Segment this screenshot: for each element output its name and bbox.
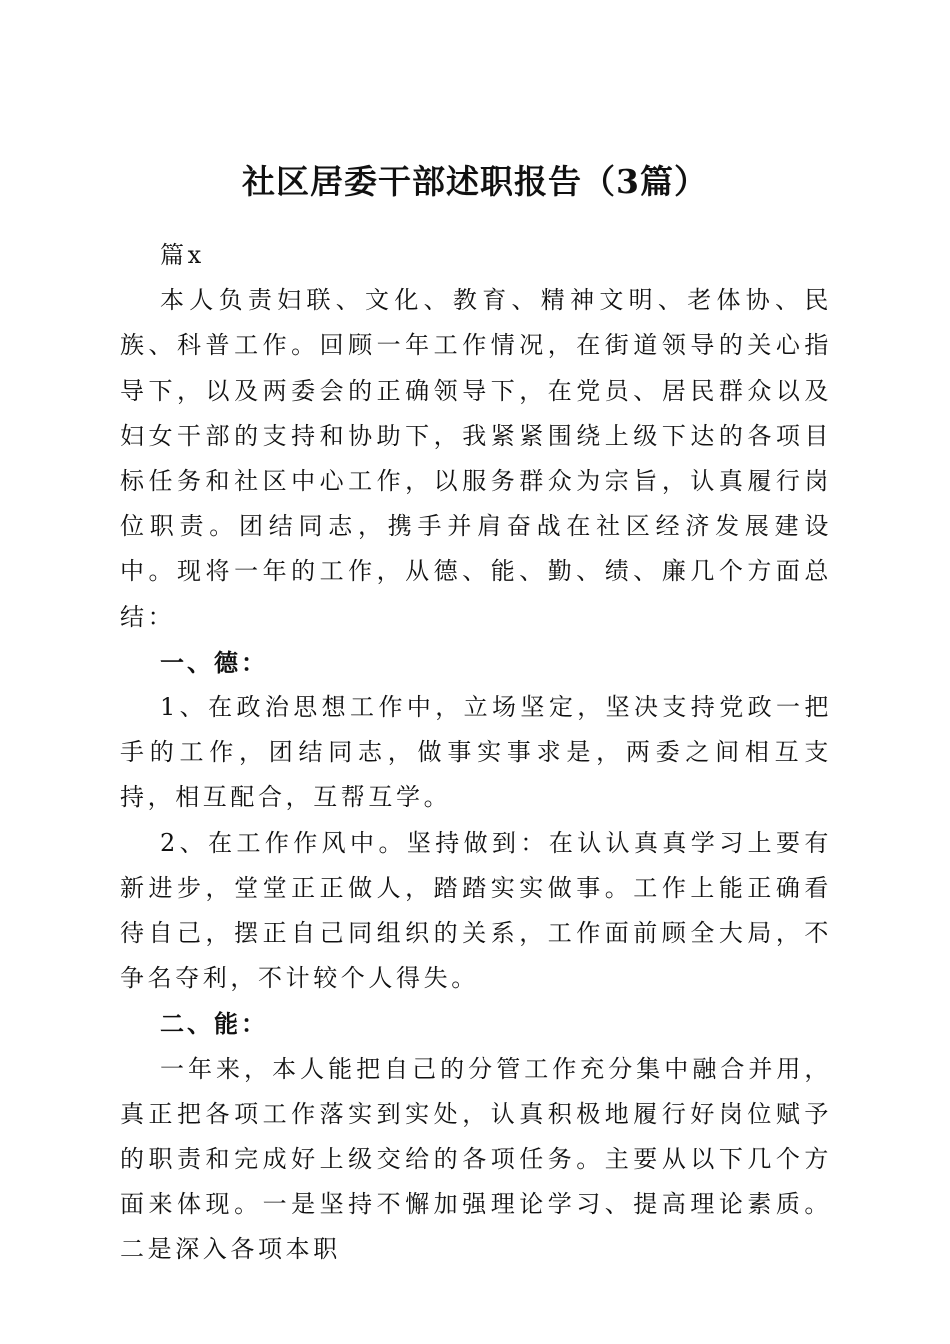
section-label: 篇x	[160, 241, 205, 269]
document-body	[120, 233, 832, 1273]
document-title: 社区居委干部述职报告（3篇）	[242, 162, 708, 202]
intro-paragraph: 本人负责妇联、文化、教育、精神文明、老体协、民族、科普工作。回顾一年工作情况，在街道领导的关心指导下，以及两委会的正确领导下，在党员、居民群众以及妇女干部的支持和协助下，我紧紧围绕上级下达的各项目标任务和社区中心工作，以服务群众为宗旨，认真履行岗位职责。团结同志，携手并肩奋战在社区经济发展建设中。现将一年的工作，从德、能、勤、绩、廉几个方面总结：	[120, 286, 832, 631]
paragraph-de-2: 2、在工作作风中。坚持做到：在认认真真学习上要有新进步，堂堂正正做人，踏踏实实做事。工作上能正确看待自己，摆正自己同组织的关系，工作面前顾全大局，不争名夺利，不计较个人得失。	[120, 828, 832, 993]
paragraph-de-1: 1、在政治思想工作中，立场坚定，坚决支持党政一把手的工作，团结同志，做事实事求是，两委之间相互支持，相互配合，互帮互学。	[120, 693, 832, 812]
section-heading-de: 一、德：	[160, 647, 268, 677]
paragraph-neng-1: 一年来，本人能把自己的分管工作充分集中融合并用，真正把各项工作落实到实处，认真积极地履行好岗位赋予的职责和完成好上级交给的各项任务。主要从以下几个方面来体现。一是坚持不懈加强理论学习、提高理论素质。二是深入各项本职	[120, 1054, 832, 1264]
section-heading-neng: 二、能：	[160, 1009, 268, 1039]
